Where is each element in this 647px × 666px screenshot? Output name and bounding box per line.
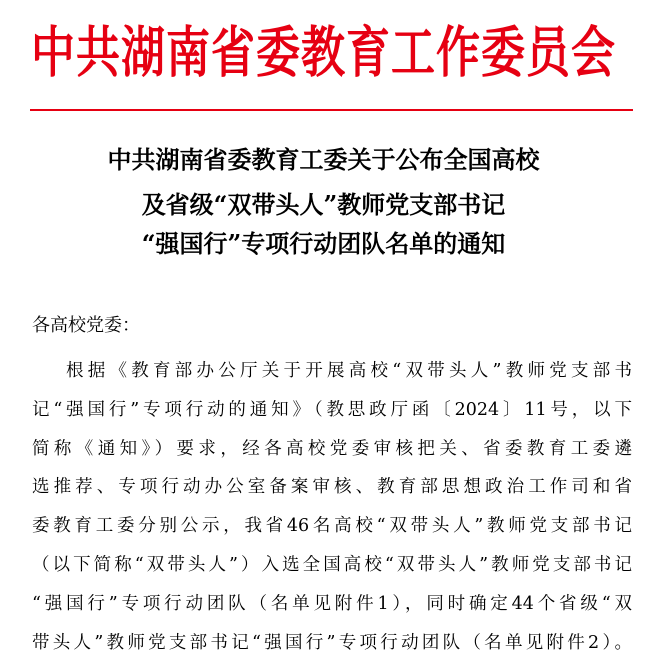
body-line: （以下简称“双带头人”）入选全国高校“双带头人”教师党支部书记 [32,554,632,575]
body-line: 带头人”教师党支部书记“强国行”专项行动团队（名单见附件2）。 [32,632,632,653]
letterhead-org-name: 中共湖南省委教育工作委员会 [31,21,616,86]
body-line: “强国行”专项行动团队（名单见附件1），同时确定44个省级“双 [32,593,632,614]
notice-title-line-1: 中共湖南省委教育工委关于公布全国高校 [107,145,540,174]
salutation: 各高校党委： [32,315,140,336]
body-line: 简称《通知》）要求，经各高校党委审核把关、省委教育工委遴 [32,438,632,459]
body-line: 委教育工委分别公示，我省46名高校“双带头人”教师党支部书记 [32,516,632,537]
body-line: 选推荐、专项行动办公室备案审核、教育部思想政治工作司和省 [32,477,632,498]
body-line: 根据《教育部办公厅关于开展高校“双带头人”教师党支部书 [66,361,632,381]
notice-title-line-2: 及省级“双带头人”教师党支部书记 [141,190,506,219]
body-paragraph [32,352,632,662]
body-line: 记“强国行”专项行动的通知》（教思政厅函〔2024〕11号，以下 [32,399,632,420]
notice-title-line-3: “强国行”专项行动团队名单的通知 [141,229,506,258]
letterhead-red-rule [30,109,633,111]
